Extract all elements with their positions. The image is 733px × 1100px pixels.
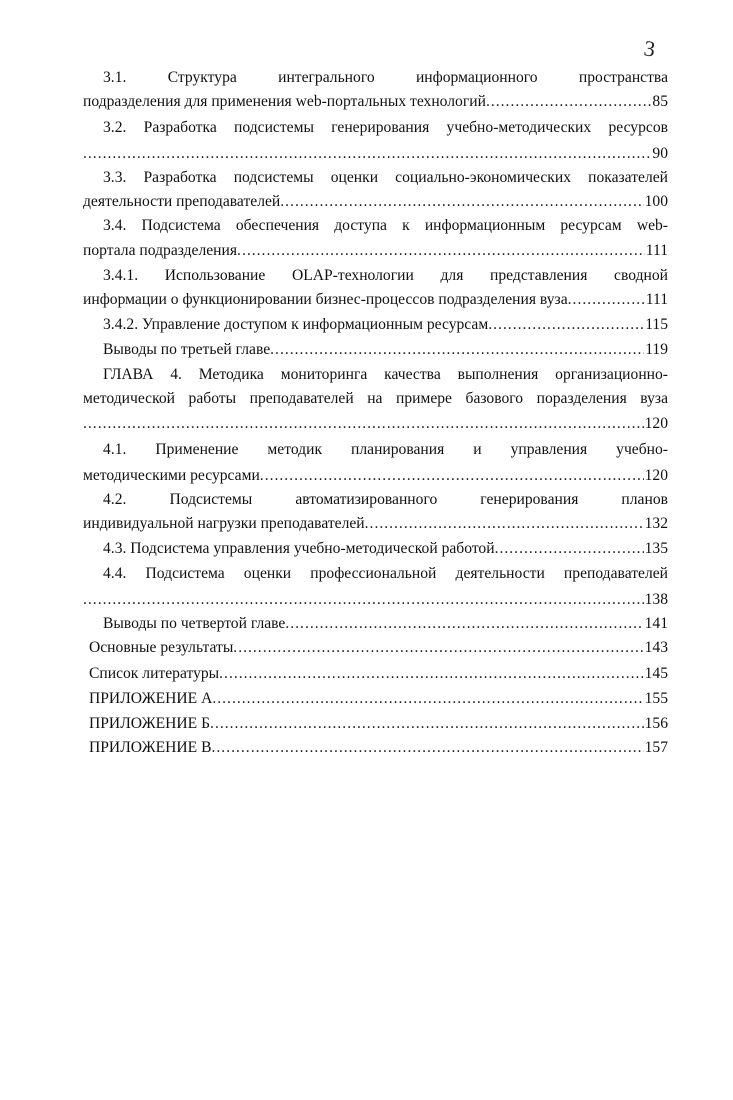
toc-page-number: 111 [645, 242, 668, 259]
toc-entry-3-4-heading [103, 216, 668, 236]
toc-entry-text: 3.4.2. Управление доступом к информационным ресурсам [103, 316, 489, 333]
toc-entry-text: 3.2. Разработка подсистемы генерирования учебно-методических ресурсов [103, 119, 668, 136]
toc-entry-text: Выводы по третьей главе [103, 341, 271, 358]
toc-entry-main-results [89, 638, 668, 658]
toc-entry-3-4 [83, 241, 668, 261]
page-number-mark: 3 [642, 35, 657, 62]
toc-entry-text: подразделения для применения web-портальных технологий [83, 93, 486, 110]
toc-page-number: 85 [652, 93, 668, 110]
toc-entry-text: методическими ресурсами [83, 467, 260, 484]
toc-page-number: 111 [645, 291, 668, 308]
toc-entry-conclusions-3 [103, 340, 668, 360]
leader-dots [285, 614, 643, 634]
toc-page-number: 120 [644, 415, 668, 432]
toc-page-number: 156 [644, 715, 668, 732]
leader-dots [210, 714, 644, 734]
toc-entry-3-2 [83, 144, 668, 164]
toc-entry-chapter-4-heading-cont [83, 389, 668, 409]
toc-entry-text: портала подразделения [83, 242, 238, 259]
toc-entry-text: информации о функционировании бизнес-процессов подразделения вуза [83, 291, 568, 308]
leader-dots [212, 689, 643, 709]
toc-page-number: 119 [645, 341, 668, 358]
toc-entry-chapter-4 [83, 414, 668, 434]
leader-dots [237, 241, 645, 261]
toc-page-number: 120 [644, 467, 668, 484]
toc-entry-chapter-4-heading [103, 365, 668, 385]
toc-entry-appendix-b [89, 714, 668, 734]
toc-page-number: 115 [645, 316, 668, 333]
leader-dots [83, 144, 651, 164]
toc-entry-3-2-heading [103, 118, 668, 138]
toc-entry-text: 4.3. Подсистема управления учебно-методической работой [103, 540, 495, 557]
toc-entry-3-4-1-heading [103, 266, 668, 286]
toc-entry-4-4 [83, 590, 668, 610]
toc-entry-text: Выводы по четвертой главе [103, 615, 286, 632]
toc-page-number: 145 [644, 665, 668, 682]
toc-page-number: 143 [644, 639, 668, 656]
leader-dots [280, 192, 643, 212]
toc-entry-4-3 [103, 539, 668, 559]
leader-dots [212, 738, 644, 758]
toc-entry-text: 3.3. Разработка подсистемы оценки социально-экономических показателей [103, 169, 668, 186]
leader-dots [270, 340, 644, 360]
toc-entry-3-4-1 [83, 290, 668, 310]
toc-entry-conclusions-4 [103, 614, 668, 634]
toc-entry-text: 4.2. Подсистемы автоматизированного генерирования планов [103, 491, 668, 508]
toc-entry-text: 4.4. Подсистема оценки профессиональной деятельности преподавателей [103, 565, 668, 582]
toc-entry-4-2-heading [103, 490, 668, 510]
toc-page-number: 135 [644, 540, 668, 557]
leader-dots [495, 539, 644, 559]
toc-entry-text: деятельности преподавателей [83, 193, 281, 210]
toc-entry-appendix-a [89, 689, 668, 709]
toc-entry-text: ПРИЛОЖЕНИЕ В [89, 739, 212, 756]
leader-dots [83, 414, 644, 434]
toc-page-number: 132 [644, 515, 668, 532]
toc-entry-text: ПРИЛОЖЕНИЕ А [89, 690, 213, 707]
toc-page-number: 100 [644, 193, 668, 210]
toc-entry-3-1 [83, 92, 668, 112]
toc-page-number: 157 [644, 739, 668, 756]
leader-dots [568, 290, 645, 310]
leader-dots [83, 590, 644, 610]
toc-entry-text: 3.4.1. Использование OLAP-технологии для представления сводной [103, 267, 668, 284]
toc-page-number: 90 [652, 145, 668, 162]
toc-page-number: 155 [644, 690, 668, 707]
toc-entry-4-2 [83, 514, 668, 534]
toc-entry-3-1-heading [103, 68, 668, 88]
leader-dots [365, 514, 644, 534]
toc-entry-text: 3.1. Структура интегрального информационного пространства [103, 69, 668, 86]
toc-entry-text: ГЛАВА 4. Методика мониторинга качества выполнения организационно- [103, 366, 668, 383]
leader-dots [233, 638, 643, 658]
toc-entry-4-4-heading [103, 564, 668, 584]
leader-dots [260, 466, 644, 486]
toc-page-number: 138 [644, 591, 668, 608]
toc-entry-4-1-heading [103, 440, 668, 460]
toc-entry-text: Список литературы [89, 665, 220, 682]
toc-entry-3-3-heading [103, 168, 668, 188]
toc-entry-3-4-2 [103, 315, 668, 335]
toc-entry-text: методической работы преподавателей на примере базового поразделения вуза [83, 390, 668, 407]
toc-entry-text: ПРИЛОЖЕНИЕ Б [89, 715, 211, 732]
toc-entry-appendix-v [89, 738, 668, 758]
toc-entry-text: 4.1. Применение методик планирования и управления учебно- [103, 441, 668, 458]
toc-entry-text: индивидуальной нагрузки преподавателей [83, 515, 365, 532]
toc-entry-4-1 [83, 466, 668, 486]
toc-entry-text: Основные результаты [89, 639, 234, 656]
toc-entry-references [89, 664, 668, 684]
leader-dots [219, 664, 643, 684]
leader-dots [488, 315, 644, 335]
toc-page-number: 141 [644, 615, 668, 632]
toc-entry-text: 3.4. Подсистема обеспечения доступа к информационным ресурсам web- [103, 217, 668, 234]
leader-dots [486, 92, 651, 112]
toc-entry-3-3 [83, 192, 668, 212]
